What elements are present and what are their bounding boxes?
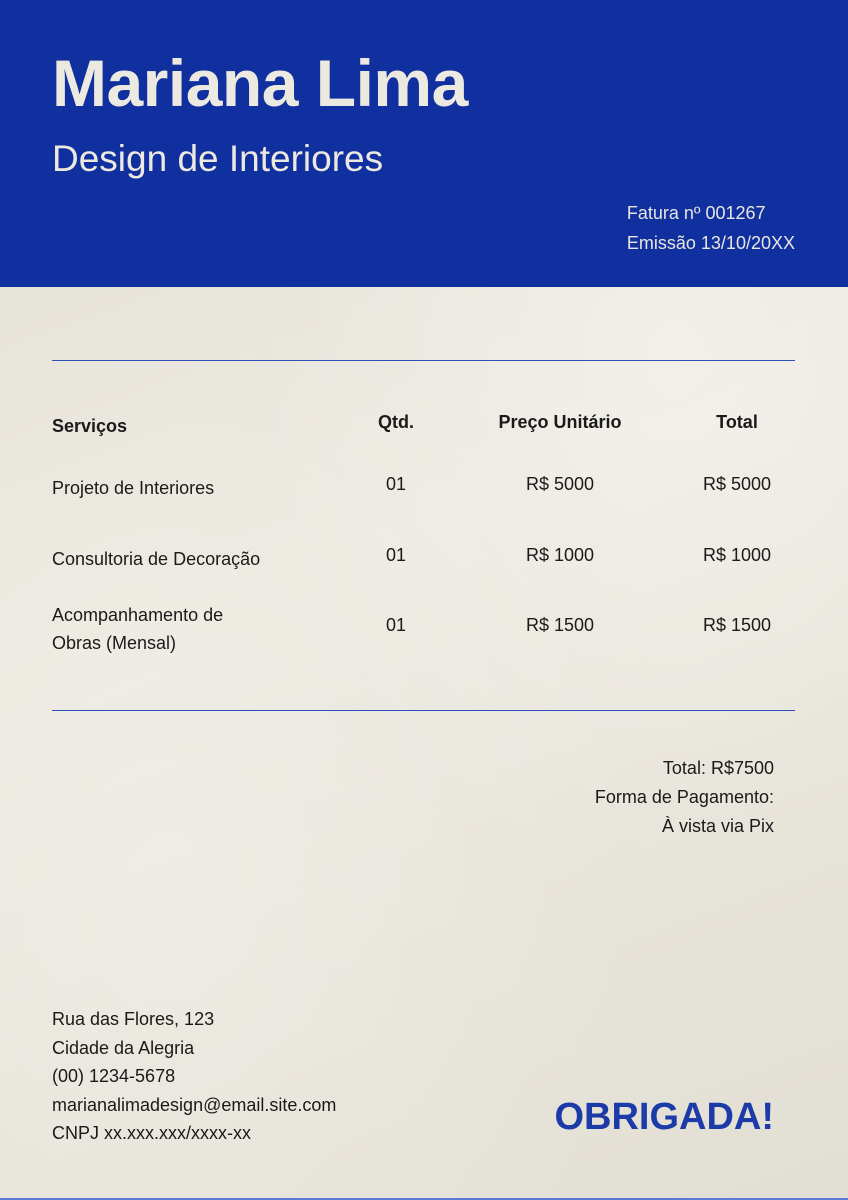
service-name-line2: Obras (Mensal) — [52, 633, 177, 653]
service-name-line1: Acompanhamento de — [52, 605, 224, 625]
table-header-row — [52, 412, 795, 446]
phone: (00) 1234-5678 — [52, 1066, 176, 1086]
cnpj: CNPJ xx.xxx.xxx/xxxx-xx — [52, 1123, 252, 1143]
contact-info — [52, 1005, 336, 1148]
service-name — [52, 601, 352, 657]
service-qty: 01 — [385, 615, 407, 635]
column-header-services: Serviços — [52, 416, 128, 436]
bottom-divider — [52, 710, 795, 711]
payment-label: Forma de Pagamento: — [594, 787, 774, 807]
service-qty: 01 — [385, 545, 407, 565]
business-subtitle: Design de Interiores — [52, 138, 384, 179]
column-header-total: Total — [716, 412, 758, 432]
service-unit-price: R$ 1000 — [525, 545, 595, 565]
service-total: R$ 5000 — [702, 474, 772, 494]
header-banner — [0, 0, 848, 287]
address: Rua das Flores, 123 — [52, 1009, 215, 1029]
email: marianalimadesign@email.site.com — [52, 1094, 337, 1115]
service-unit-price: R$ 5000 — [525, 474, 595, 494]
service-unit-price: R$ 1500 — [525, 615, 595, 635]
service-qty: 01 — [385, 474, 407, 494]
top-divider — [52, 360, 795, 361]
service-name: Consultoria de Decoração — [52, 549, 261, 569]
grand-total: Total: R$7500 — [662, 758, 774, 778]
thank-you-message: OBRIGADA! — [554, 1096, 774, 1138]
city: Cidade da Alegria — [52, 1037, 195, 1058]
service-total: R$ 1500 — [702, 615, 772, 635]
column-header-unit-price: Preço Unitário — [498, 412, 622, 432]
designer-name: Mariana Lima — [52, 46, 468, 120]
invoice-meta — [627, 198, 795, 258]
payment-method: À vista via Pix — [661, 816, 774, 836]
column-header-qty: Qtd. — [378, 412, 414, 432]
services-table — [52, 412, 795, 653]
service-name: Projeto de Interiores — [52, 478, 215, 498]
invoice-number: Fatura nº 001267 — [626, 203, 766, 223]
issue-date: Emissão 13/10/20XX — [626, 233, 795, 253]
payment-summary — [595, 754, 774, 841]
service-total: R$ 1000 — [702, 545, 772, 565]
